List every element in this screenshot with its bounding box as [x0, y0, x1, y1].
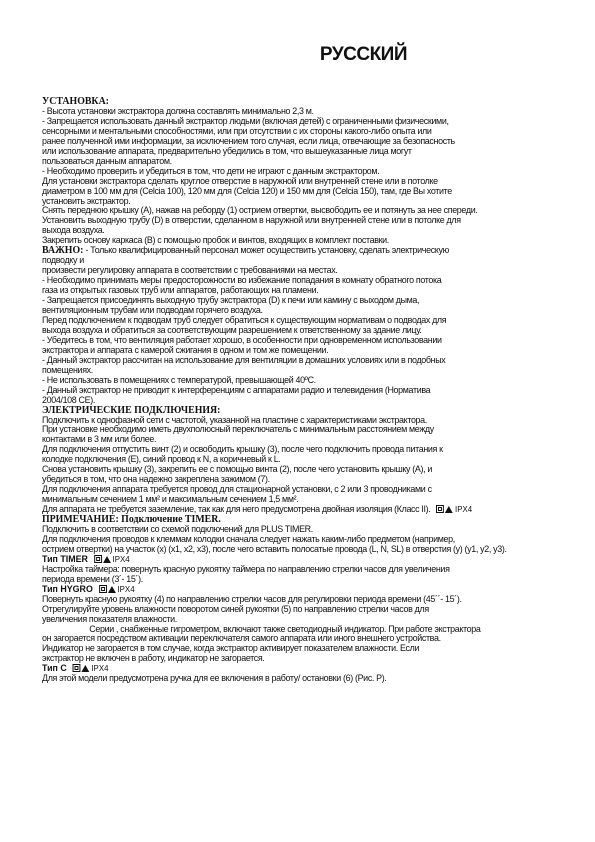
- manual-text: [42, 97, 552, 684]
- double-insulation-icon: [94, 555, 102, 563]
- double-insulation-icon: [73, 664, 81, 672]
- line-text: Подключить в соответствии со схемой подключений для PLUS TIMER.: [42, 523, 313, 534]
- line-text: 2004/108 CE).: [42, 394, 95, 405]
- line-text: выхода воздуха.: [42, 225, 105, 236]
- line-text: ПРИМЕЧАНИЕ: Подключение TIMER.: [42, 514, 221, 526]
- line-text: Тип HYGRO: [42, 583, 93, 594]
- line-text: Индикатор не загорается в том случае, когда экстрактор активирует показателем влажности. Если: [42, 643, 420, 654]
- text-line: [42, 216, 552, 226]
- warning-triangle-icon: [445, 506, 453, 513]
- warning-triangle-icon: [103, 556, 111, 563]
- line-text: Для установки экстрактора сделать круглое отверстие в наружной или внутренней стене или в потолке: [42, 175, 438, 186]
- line-text: ВАЖНО:: [42, 245, 84, 257]
- line-text: - Убедитесь в том, что вентиляция работает хорошо, в особенности при одновременном использовании: [42, 334, 442, 345]
- line-text: убедиться в том, что она надежно закреплена зажимом (7).: [42, 474, 270, 485]
- line-text: экстрактора и аппарата с камерой сжигания в одном и том же помещении.: [42, 344, 329, 355]
- line-text: периода времени (3´- 15´).: [42, 573, 143, 584]
- text-line: [42, 356, 552, 366]
- line-text-rest: - Только квалифицированный персонал может осуществить установку, сделать электрическую: [83, 245, 449, 256]
- text-line: [42, 674, 552, 684]
- line-text: Для этой модели предусмотрена ручка для ее включения в работу/ остановки (6) (Рис. P).: [42, 673, 387, 684]
- line-text: ЭЛЕКТРИЧЕСКИЕ ПОДКЛЮЧЕНИЯ:: [42, 404, 221, 416]
- line-text: контактами в 3 мм или более.: [42, 434, 157, 445]
- warning-triangle-icon: [82, 665, 90, 672]
- line-text: - Данный экстрактор не приводит к интерференциям с аппаратами радио и телевидения (Норматива: [42, 384, 431, 395]
- line-text: Тип C: [42, 663, 67, 674]
- line-text: Закрепить основу каркаса (B) с помощью пробок и винтов, входящих в комплект поставки.: [42, 235, 389, 246]
- text-line: [42, 654, 552, 664]
- line-text: Снова установить крышку (3), закрепить ее с помощью винта (2), после чего установить крышку (A), и: [42, 464, 433, 475]
- line-text: установить экстрактор.: [42, 195, 131, 206]
- line-text: - Запрещается присоединять выходную трубу экстрактора (D) к печи или камину с выходом дыма,: [42, 295, 420, 306]
- line-text: или использование аппарата, предварительно убедились в том, что вышеуказанные лица могут: [42, 145, 412, 156]
- line-text: пользоваться данным аппаратом.: [42, 155, 172, 166]
- line-text: - Запрещается использовать данный экстрактор людьми (включая детей) с ограниченными физическими,: [42, 115, 449, 126]
- warning-triangle-icon: [108, 586, 116, 593]
- line-text: Повернуть красную рукоятку (4) по направлению стрелки часов для регулировки периода времени (45´´- 15´).: [42, 593, 462, 604]
- line-text: Тип TIMER: [42, 553, 88, 564]
- line-text: - Высота установки экстрактора должна составлять минимально 2,3 м.: [42, 105, 314, 116]
- line-text: Подключить к однофазной сети с частотой, указанной на пластине с характеристиками экстрактора.: [42, 414, 427, 425]
- ipx4-label: IPX4: [117, 584, 135, 594]
- text-line: [42, 545, 552, 555]
- ipx4-label: IPX4: [91, 664, 109, 674]
- line-text: Для подключения аппарата требуется провод для стационарной установки, с 2 или 3 проводниками с: [42, 484, 432, 495]
- class2-ipx4-symbols: [436, 505, 472, 515]
- line-text: - Не использовать в помещениях с температурой, превышающей 40ºC.: [42, 374, 316, 385]
- line-text: - Данный экстрактор рассчитан на использование для вентиляции в домашних условиях или в подобных: [42, 354, 446, 365]
- line-text: Для аппарата не требуется заземление, так как для него предусмотрена двойная изоляция (Класс II).: [42, 504, 431, 515]
- line-text: диаметром в 100 мм для (Celcia 100), 120 мм для (Celcia 120) и 150 мм для (Celcia 150), там, где Вы хотите: [42, 185, 452, 196]
- line-text: экстрактор не включен в работу, индикатор не загорается.: [42, 653, 265, 664]
- line-text: Перед подключением к подводам труб следует обратиться к существующим нормативам о подводах для: [42, 314, 447, 325]
- line-text: Установить выходную трубу (D) в отверстии, сделанном в наружной или внутренней стене или в потолке для: [42, 215, 461, 226]
- line-text: При установке необходимо иметь двухполюсный переключатель с минимальным расстоянием между: [42, 424, 434, 435]
- line-text: газа из открытых газовых труб или аппаратов, работающих на пламени.: [42, 285, 319, 296]
- line-text: Снять переднюю крышку (A), нажав на реборду (1) острием отвертки, высвободить ее и потянуть за нее спереди.: [42, 205, 478, 216]
- ipx4-label: IPX4: [112, 554, 130, 564]
- double-insulation-icon: [436, 505, 444, 513]
- line-text: Серии , снабженные гигрометром, включают также светодиодный индикатор. При работе экстрактора: [89, 623, 481, 634]
- line-text: вентиляционным трубам или подводам горячего воздуха.: [42, 305, 263, 316]
- line-text: увеличения показателя влажности.: [42, 613, 177, 624]
- line-text: он загорается посредством активации переключателя самого аппарата или иного внешнего устройства.: [42, 633, 441, 644]
- line-text: Отрегулируйте уровень влажности поворотом синей рукоятки (5) по направлению стрелки часов для: [42, 603, 429, 614]
- line-text: - Необходимо проверить и убедиться в том, что дети не играют с данным экстрактором.: [42, 165, 380, 176]
- line-text: острием отвертки) на участок (x) (x1, x2, x3), после чего вставить полосатые провода (L, N, SL) в отверстия (y) (y1, y2, y3).: [42, 543, 507, 554]
- text-line: [42, 246, 552, 256]
- line-text: выхода воздуха и обратиться за соответствующим разрешением к ответственному за здание лицу.: [42, 324, 422, 335]
- line-text: минимальным сечением 1 мм² и максимальным сечением 1,5 мм².: [42, 494, 299, 505]
- line-text: - Необходимо принимать меры предосторожности во избежание попадания в комнату обратного потока: [42, 275, 442, 286]
- language-heading: РУССКИЙ: [319, 44, 407, 65]
- double-insulation-icon: [99, 585, 107, 593]
- line-text: УСТАНОВКА:: [42, 96, 109, 107]
- text-line: [42, 575, 552, 585]
- line-text: сенсорными и ментальными способностями, или при отсутствии с их стороны какого-либо опыта или: [42, 125, 432, 136]
- line-text: подводку и: [42, 255, 84, 266]
- line-text: произвести регулировку аппарата в соответствии с требованиями на местах.: [42, 265, 338, 276]
- line-text: ранее полученной ими информации, за исключением того случая, если лица, отвечающие за безопасность: [42, 135, 455, 146]
- text-line: [42, 386, 552, 396]
- line-text: колодке подключения (E), синий провод к N, а коричневый к L.: [42, 454, 281, 465]
- line-text: Для подключения проводов к клеммам колодки сначала следует нажать каким-либо предметом (например,: [42, 533, 455, 544]
- line-text: Настройка таймера: повернуть красную рукоятку таймера по направлению стрелки часов для увеличения: [42, 563, 450, 574]
- line-text: помещениях.: [42, 364, 93, 375]
- line-text: Для подключения отпустить винт (2) и освободить крышку (3), после чего подключить провода питания к: [42, 444, 443, 455]
- ipx4-label: IPX4: [455, 505, 473, 515]
